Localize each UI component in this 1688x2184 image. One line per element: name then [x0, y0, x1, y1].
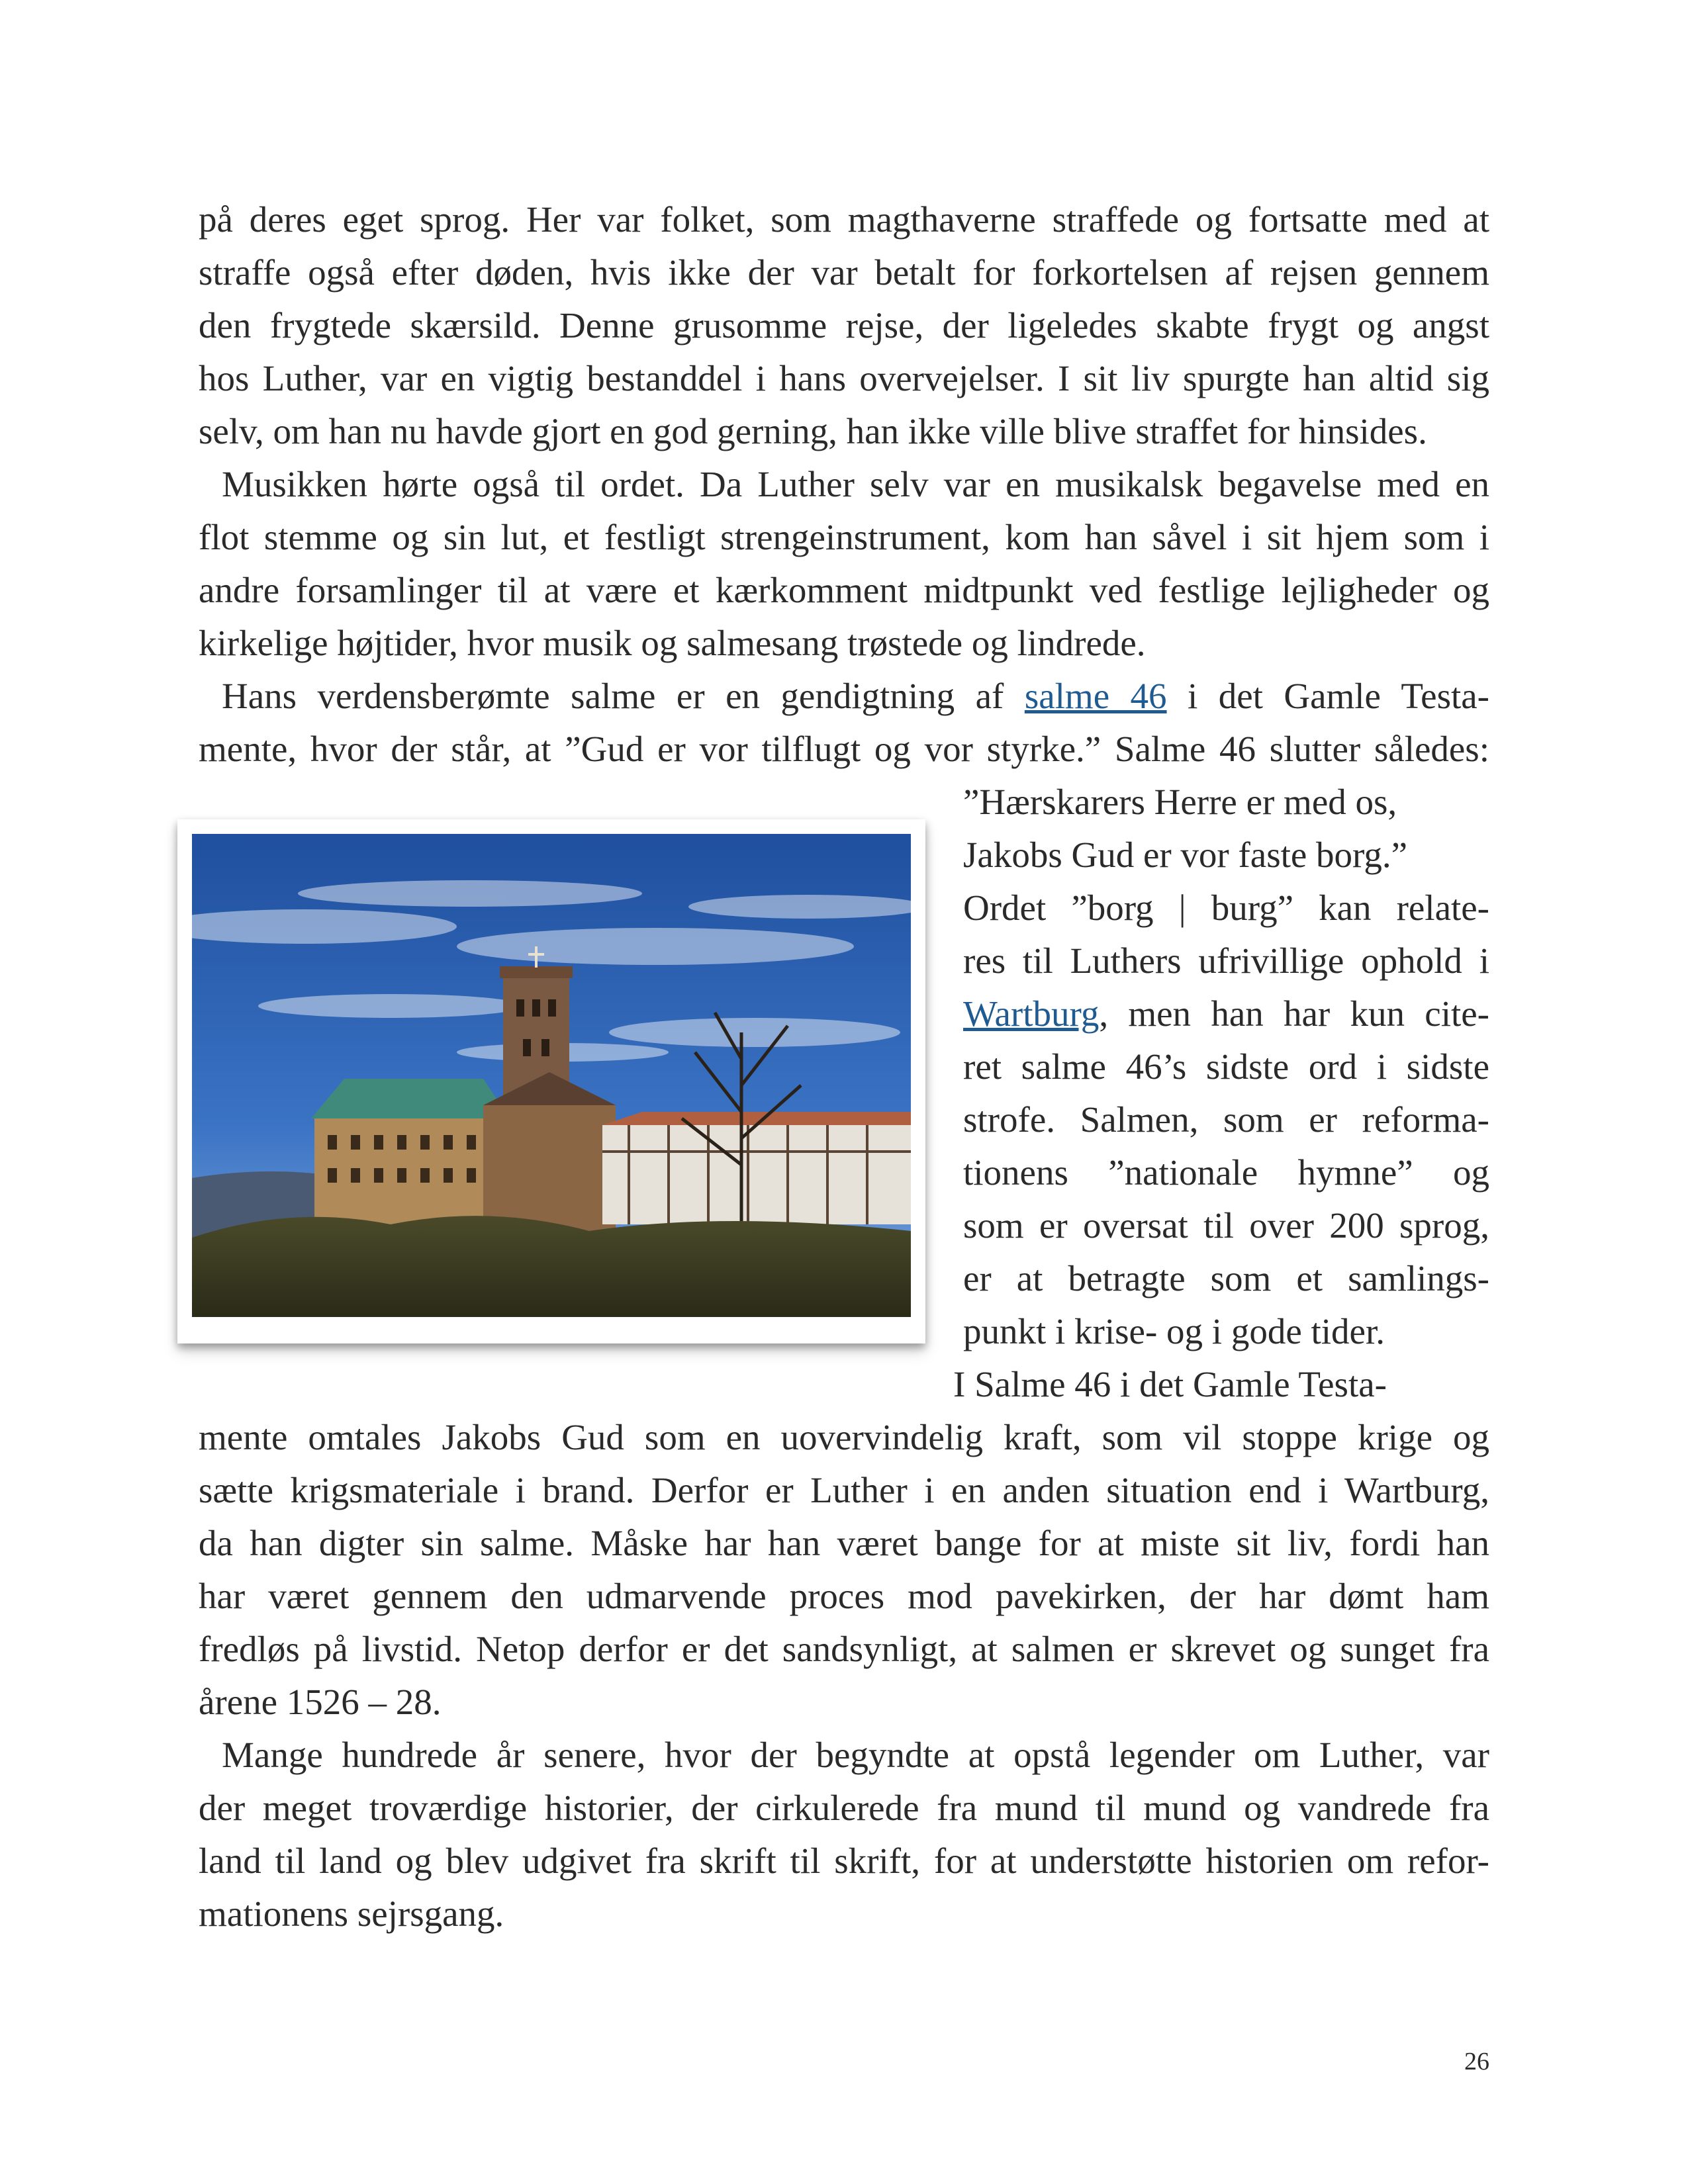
paragraph-5-line-2: der meget troværdige historier, der cirkulerede fra mund til mund og vandrede fra	[199, 1788, 1489, 1828]
paragraph-3-line-7-end: , men han har kun cite-	[1099, 993, 1489, 1034]
paragraph-4-line-1: I Salme 46 i det Gamle Testa-	[953, 1364, 1387, 1404]
paragraph-1-line-4: hos Luther, var en vigtig bestanddel i hans overvejelser. I sit liv spurgte han altid sig	[199, 358, 1489, 398]
paragraph-4-line-4: da han digter sin salme. Måske har han været bange for at miste sit liv, fordi han	[199, 1523, 1489, 1563]
paragraph-3-line-9: strofe. Salmen, som er reforma-	[963, 1099, 1489, 1140]
paragraph-3-line-2: mente, hvor der står, at ”Gud er vor tilflugt og vor styrke.” Salme 46 slutter således:	[199, 729, 1489, 769]
paragraph-3-line-1	[199, 670, 1489, 723]
wartburg-castle-illustration	[192, 834, 911, 1317]
castle-roof	[311, 1079, 510, 1118]
wartburg-castle-photo	[177, 819, 925, 1343]
salme-46-link[interactable]: salme 46	[1024, 676, 1167, 716]
paragraph-3-line-7	[963, 987, 1489, 1040]
paragraph-3-line-12: er at betragte som et samlings-	[963, 1258, 1489, 1298]
paragraph-1-line-5: selv, om han nu havde gjort en god gerning, han ikke ville blive straffet for hinsides.	[199, 411, 1427, 451]
paragraph-3-line-8: ret salme 46’s sidste ord i sidste	[963, 1046, 1489, 1087]
paragraph-3-line-1-end: i det Gamle Testa-	[1166, 676, 1489, 716]
paragraph-1-line-1: på deres eget sprog. Her var folket, som magthaverne straffede og fortsatte med at	[199, 199, 1489, 240]
paragraph-1-line-3: den frygtede skærsild. Denne grusomme rejse, der ligeledes skabte frygt og angst	[199, 305, 1489, 345]
paragraph-5-line-4: mationens sejrsgang.	[199, 1893, 504, 1934]
paragraph-3-line-6: res til Luthers ufrivillige ophold i	[963, 940, 1489, 981]
paragraph-3-line-3: ”Hærskarers Herre er med os,	[963, 782, 1397, 822]
paragraph-1-line-2: straffe også efter døden, hvis ikke der var betalt for forkortelsen af rejsen gennem	[199, 252, 1489, 293]
castle-main-wall	[314, 1118, 506, 1231]
paragraph-3-line-4: Jakobs Gud er vor faste borg.”	[963, 835, 1408, 875]
paragraph-3-line-5: Ordet ”borg | burg” kan relate-	[963, 887, 1489, 928]
paragraph-4-line-6: fredløs på livstid. Netop derfor er det sandsynligt, at salmen er skrevet og sunget fra	[199, 1629, 1489, 1669]
paragraph-2-line-3: andre forsamlinger til at være et kærkomment midtpunkt ved festlige lejligheder og	[199, 570, 1489, 610]
paragraph-2-line-4: kirkelige højtider, hvor musik og salmesang trøstede og lindrede.	[199, 623, 1146, 663]
paragraph-5-line-3: land til land og blev udgivet fra skrift til skrift, for at understøtte historien om refor-	[199, 1841, 1489, 1881]
half-timbered-section	[602, 1125, 911, 1224]
paragraph-4-line-7: årene 1526 – 28.	[199, 1682, 442, 1722]
paragraph-3-line-13: punkt i krise- og i gode tider.	[963, 1311, 1385, 1351]
paragraph-3-line-11: som er oversat til over 200 sprog,	[963, 1205, 1489, 1246]
paragraph-3-line-1-start: Hans verdensberømte salme er en gendigtning af	[222, 676, 1025, 716]
paragraph-3-line-10: tionens ”nationale hymne” og	[963, 1152, 1489, 1193]
paragraph-4-line-2: mente omtales Jakobs Gud som en uovervindelig kraft, som vil stoppe krige og	[199, 1417, 1489, 1457]
paragraph-2-line-1: Musikken hørte også til ordet. Da Luther selv var en musikalsk begavelse med en	[222, 464, 1489, 504]
foreground-trees	[192, 1216, 911, 1317]
paragraph-4-line-5: har været gennem den udmarvende proces mod pavekirken, der har dømt ham	[199, 1576, 1489, 1616]
tower-cross	[535, 946, 538, 968]
paragraph-2-line-2: flot stemme og sin lut, et festligt strengeinstrument, kom han såvel i sit hjem som i	[199, 517, 1489, 557]
wartburg-link[interactable]: Wartburg	[963, 993, 1100, 1034]
page-number: 26	[1464, 2048, 1489, 2075]
paragraph-5-line-1: Mange hundrede år senere, hvor der begyndte at opstå legender om Luther, var	[222, 1735, 1489, 1775]
paragraph-4-line-3: sætte krigsmateriale i brand. Derfor er Luther i en anden situation end i Wartburg,	[199, 1470, 1489, 1510]
